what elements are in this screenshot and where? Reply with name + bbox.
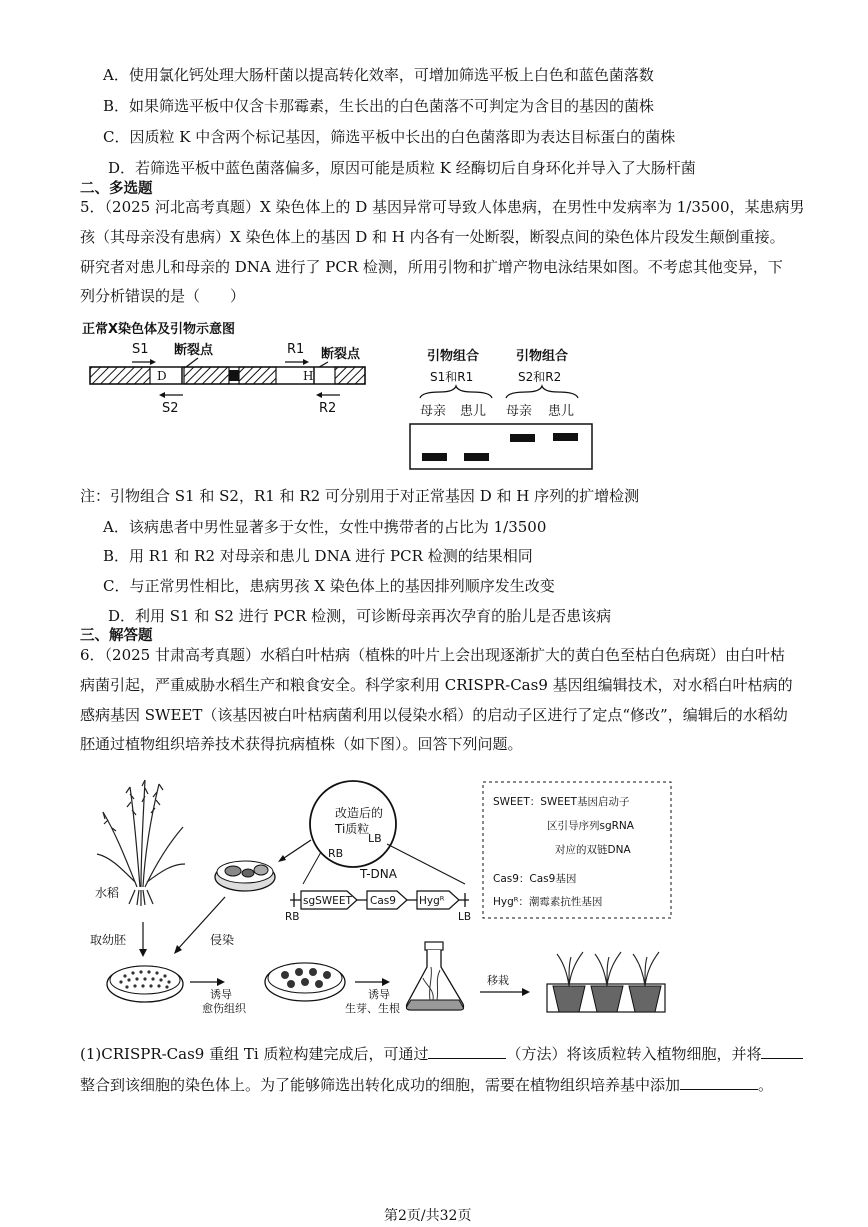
page-footer: 第2页/共32页 [384,1208,472,1224]
group-1-brace [420,386,492,398]
legend-line-5: Hygᴿ：潮霉素抗性基因 [493,896,603,908]
q6-stem-line-4: 胚通过植物组织培养技术获得抗病植株（如下图）。回答下列问题。 [80,735,523,753]
q6-stem-line-1: 6．（2025 甘肃高考真题）水稻白叶枯病（植株的叶片上会出现逐渐扩大的黄白色至枯白色病斑）由白叶枯 [80,646,785,664]
break-point-label-2: 断裂点 [321,347,361,362]
plasmid-label-line-1: 改造后的 [335,806,384,820]
chromosome-figure-title: 正常X染色体及引物示意图 [82,322,236,337]
gel-band-patient-s2r2 [553,433,578,441]
q5-note: 注：引物组合 S1 和 S2，R1 和 R2 可分别用于对正常基因 D 和 H 序列的扩增检测 [80,487,640,505]
q6-sub1-text-a: (1)CRISPR-Cas9 重组 Ti 质粒构建完成后，可通过 [80,1045,429,1063]
tdna-guide-left [303,852,321,884]
q6-sub1-text-d: 。 [758,1076,774,1094]
lane-label-mother-2: 母亲 [506,404,533,419]
primer-r2-label: R2 [319,401,337,416]
gel-band-mother-s2r2 [510,434,535,442]
callus-dish [265,963,345,1001]
group-2-brace [506,386,578,398]
q6-stem-line-2: 病菌引起，严重威胁水稻生产和粮食安全。科学家利用 CRISPR-Cas9 基因组编辑技术，对水稻白叶枯病的 [80,676,793,694]
q6-sub1-line-1 [80,1043,803,1065]
q6-figure [85,772,675,1027]
gene-h-label: H [303,369,314,383]
x-chromosome-diagram [90,367,365,384]
primer-group-2-title: 引物组合 [516,349,569,364]
primer-s2-label: S2 [162,401,179,416]
q6-sub1-line-2 [80,1074,773,1096]
construct-sgsweet-label: sgSWEET [303,895,352,907]
legend-line-1: SWEET：SWEET基因启动子 [493,796,630,808]
primer-r1-label: R1 [287,342,305,357]
tdna-label: T-DNA [360,867,397,881]
embryo-dish [107,966,183,1002]
q5-figure [70,312,610,477]
q4-option-c: C．因质粒 K 中含两个标记基因，筛选平板中长出的白色菌落即为表达目标蛋白的菌株 [103,128,676,146]
induce-root-label-1: 诱导 [368,988,390,1001]
construct-rb-label: RB [285,911,300,923]
legend-line-3: 对应的双链DNA [555,844,631,856]
q5-stem-line-4: 列分析错误的是（ ） [80,287,246,305]
section-title-answer: 三、解答题 [80,628,153,644]
gel-band-mother-s1r1 [422,453,447,461]
legend-line-2: 区引导序列sgRNA [547,820,634,832]
plasmid-rb-label: RB [328,847,344,860]
lane-label-patient-2: 患儿 [548,404,575,419]
q5-option-c: C．与正常男性相比，患病男孩 X 染色体上的基因排列顺序发生改变 [103,577,555,595]
plasmid-label-line-2: Ti质粒 [335,822,370,836]
legend-line-4: Cas9：Cas9基因 [493,873,577,885]
primer-s1-arrow [132,359,156,365]
q4-option-d: D．若筛选平板中蓝色菌落偏多，原因可能是质粒 K 经酶切后自身环化并导入了大肠杆菌 [108,159,696,177]
q6-sub1-text-b: （方法）将该质粒转入植物细胞，并将 [506,1045,762,1063]
q4-option-b: B．如果筛选平板中仅含卡那霉素，生长出的白色菌落不可判定为含目的基因的菌株 [103,97,655,115]
primer-group-2-sub: S2和R2 [518,370,562,384]
agrobacterium-dish [215,861,275,891]
q5-option-d: D．利用 S1 和 S2 进行 PCR 检测，可诊断母亲再次孕育的胎儿是否患该病 [108,607,612,625]
q6-sub1-blank-medium[interactable] [680,1074,758,1090]
primer-group-1-sub: S1和R1 [430,370,474,384]
primer-r2-arrow [316,392,340,398]
culture-flask [407,942,464,1010]
tdna-guide-right [387,844,465,884]
rice-label: 水稻 [95,886,120,900]
transplant-label: 移栽 [487,974,509,987]
take-embryo-label: 取幼胚 [90,933,127,947]
q5-option-a: A．该病患者中男性显著多于女性，女性中携带者的占比为 1/3500 [103,518,547,536]
gel-band-patient-s1r1 [464,453,489,461]
q5-stem-line-3: 研究者对患儿和母亲的 DNA 进行了 PCR 检测，所用引物和扩增产物电泳结果如图。不考虑其他变异，下 [80,258,783,276]
plasmid-lb-label: LB [368,832,382,845]
break-point-label-1: 断裂点 [174,343,214,358]
q5-stem-line-1: 5．（2025 河北高考真题）X 染色体上的 D 基因异常可导致人体患病，在男性中发病率为 1/3500，某患病男 [80,198,805,216]
induce-callus-label-1: 诱导 [210,988,232,1001]
q4-option-a: A．使用氯化钙处理大肠杆菌以提高转化效率，可增加筛选平板上白色和蓝色菌落数 [103,66,654,84]
induce-root-label-2: 生芽、生根 [345,1002,400,1015]
infect-label: 侵染 [210,933,235,947]
gene-d-label: D [157,369,167,383]
construct-cas9-label: Cas9 [370,895,396,907]
q6-sub1-blank-integrate[interactable] [761,1043,803,1059]
arrow-plasmid-to-dish [281,840,311,860]
primer-group-1-title: 引物组合 [427,349,480,364]
lane-label-patient-1: 患儿 [460,404,487,419]
q5-stem-line-2: 孩（其母亲没有患病）X 染色体上的基因 D 和 H 内各有一处断裂，断裂点间的染色体片段发生颠倒重接。 [80,228,785,246]
q5-option-b: B．用 R1 和 R2 对母亲和患儿 DNA 进行 PCR 检测的结果相同 [103,547,533,565]
construct-hyg-label: Hygᴿ [419,895,445,907]
q6-stem-line-3: 感病基因 SWEET（该基因被白叶枯病菌利用以侵染水稻）的启动子区进行了定点“修改”，编辑后的水稻幼 [80,706,788,724]
induce-callus-label-2: 愈伤组织 [202,1002,246,1015]
section-title-multiple-choice: 二、多选题 [80,181,153,197]
construct-lb-label: LB [458,911,472,923]
lane-label-mother-1: 母亲 [420,404,447,419]
q6-sub1-text-c: 整合到该细胞的染色体上。为了能够筛选出转化成功的细胞，需要在植物组织培养基中添加 [80,1076,681,1094]
primer-r1-arrow [285,359,309,365]
transplanted-seedlings [547,952,665,1012]
q6-sub1-blank-method[interactable] [428,1043,506,1059]
primer-s1-label: S1 [132,342,149,357]
primer-s2-arrow [159,392,183,398]
gel-box [410,424,592,469]
